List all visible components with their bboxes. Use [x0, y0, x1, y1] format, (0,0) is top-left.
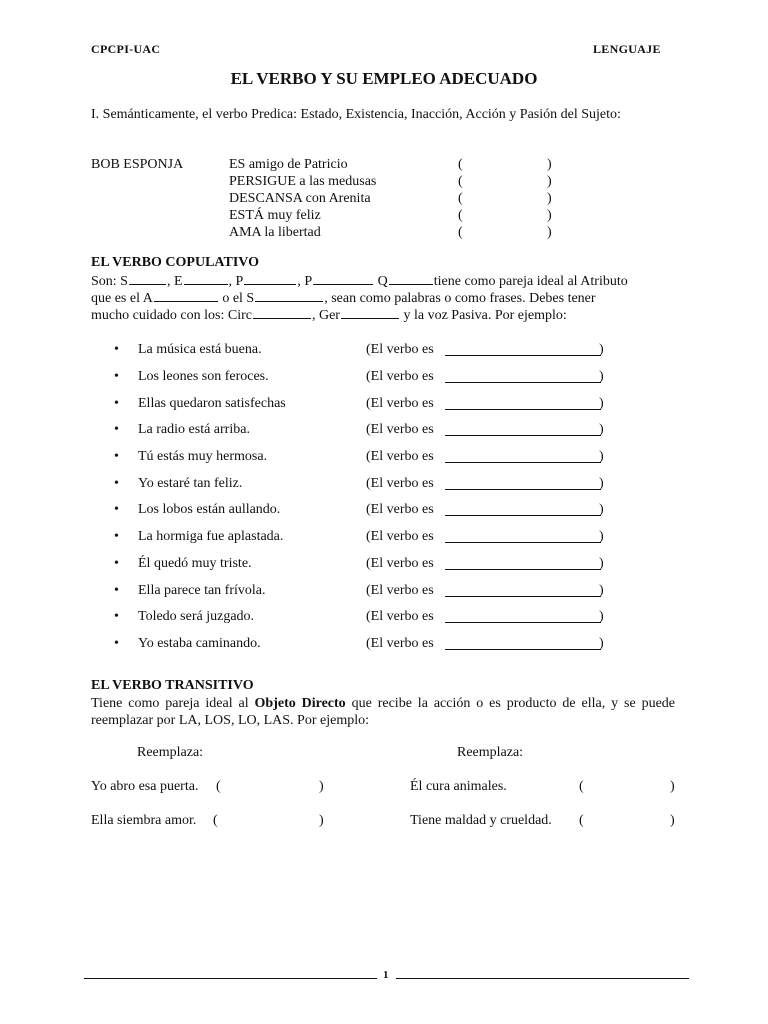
predicate-item: DESCANSA con Arenita: [229, 191, 371, 206]
bullet-icon: •: [114, 369, 119, 384]
reemplaza-label-left: Reemplaza:: [137, 745, 204, 760]
fill-blank[interactable]: [184, 272, 228, 285]
section1-intro: I. Semánticamente, el verbo Predica: Estado, Existencia, Inacción, Acción y Pasión del Sujeto:: [91, 107, 621, 122]
answer-open-paren: (: [458, 191, 463, 206]
subject-label: BOB ESPONJA: [91, 157, 184, 172]
answer-blank[interactable]: [445, 637, 601, 650]
answer-close-paren: ): [547, 191, 552, 206]
answer-open-paren: (: [579, 813, 584, 828]
header-subject: LENGUAJE: [593, 42, 661, 56]
fill-blank[interactable]: [154, 289, 218, 302]
answer-close-paren: ): [547, 157, 552, 172]
answer-open-paren: (: [458, 225, 463, 240]
predicate-item: PERSIGUE a las medusas: [229, 174, 377, 189]
bullet-icon: •: [114, 476, 119, 491]
transitivo-heading: EL VERBO TRANSITIVO: [91, 678, 254, 693]
copulativo-line-3: mucho cuidado con los: Circ , Ger y la voz Pasiva. Por ejemplo:: [91, 308, 567, 323]
answer-close-paren: ): [547, 225, 552, 240]
fill-blank[interactable]: [341, 306, 399, 319]
answer-blank[interactable]: [445, 450, 601, 463]
answer-blank[interactable]: [445, 423, 601, 436]
transitivo-paragraph: Tiene como pareja ideal al Objeto Directo que recibe la acción o es producto de ella, y se puede reemplazar por LA, LOS, LO, LAS. Por ejemplo:: [91, 696, 676, 728]
reemplaza-label-right: Reemplaza:: [457, 745, 524, 760]
answer-blank[interactable]: [445, 530, 601, 543]
answer-close-paren: ): [547, 208, 552, 223]
bullet-icon: •: [114, 529, 119, 544]
list-item: • Tú estás muy hermosa. (El verbo es ): [114, 449, 604, 464]
footer-rule-left: [84, 978, 377, 979]
transitivo-left-item: Yo abro esa puerta.: [91, 779, 199, 794]
answer-blank[interactable]: [445, 557, 601, 570]
answer-blank[interactable]: [445, 477, 601, 490]
answer-open-paren: (: [216, 779, 221, 794]
bullet-icon: •: [114, 342, 119, 357]
answer-close-paren: ): [670, 779, 675, 794]
copulativo-line-1: Son: S , E , P , P Q tiene como pareja ideal al Atributo: [91, 274, 628, 289]
fill-blank[interactable]: [313, 272, 373, 285]
list-item: • Los leones son feroces. (El verbo es ): [114, 369, 604, 384]
answer-close-paren: ): [670, 813, 675, 828]
list-item: • Toledo será juzgado. (El verbo es ): [114, 609, 604, 624]
fill-blank[interactable]: [244, 272, 296, 285]
answer-open-paren: (: [458, 157, 463, 172]
bullet-icon: •: [114, 449, 119, 464]
bullet-icon: •: [114, 583, 119, 598]
objeto-directo-term: Objeto Directo: [254, 696, 346, 711]
transitivo-left-item: Ella siembra amor.: [91, 813, 197, 828]
answer-close-paren: ): [319, 813, 324, 828]
answer-close-paren: ): [319, 779, 324, 794]
bullet-icon: •: [114, 556, 119, 571]
answer-blank[interactable]: [445, 503, 601, 516]
predicate-item: ES amigo de Patricio: [229, 157, 348, 172]
list-item: • Ellas quedaron satisfechas (El verbo es ): [114, 396, 604, 411]
list-item: • Yo estaré tan feliz. (El verbo es ): [114, 476, 604, 491]
fill-blank[interactable]: [389, 272, 433, 285]
list-item: • Él quedó muy triste. (El verbo es ): [114, 556, 604, 571]
answer-open-paren: (: [579, 779, 584, 794]
bullet-icon: •: [114, 396, 119, 411]
answer-blank[interactable]: [445, 610, 601, 623]
answer-open-paren: (: [213, 813, 218, 828]
answer-blank[interactable]: [445, 397, 601, 410]
bullet-icon: •: [114, 609, 119, 624]
fill-blank[interactable]: [129, 272, 166, 285]
list-item: • Yo estaba caminando. (El verbo es ): [114, 636, 604, 651]
answer-open-paren: (: [458, 208, 463, 223]
predicate-item: AMA la libertad: [229, 225, 321, 240]
list-item: • La hormiga fue aplastada. (El verbo es ): [114, 529, 604, 544]
fill-blank[interactable]: [253, 306, 311, 319]
transitivo-right-item: Tiene maldad y crueldad.: [410, 813, 552, 828]
answer-open-paren: (: [458, 174, 463, 189]
page-title: EL VERBO Y SU EMPLEO ADECUADO: [230, 69, 538, 88]
answer-blank[interactable]: [445, 584, 601, 597]
bullet-icon: •: [114, 422, 119, 437]
bullet-icon: •: [114, 636, 119, 651]
answer-blank[interactable]: [445, 370, 601, 383]
list-item: • Ella parece tan frívola. (El verbo es ): [114, 583, 604, 598]
predicate-item: ESTÁ muy feliz: [229, 208, 321, 223]
list-item: • La radio está arriba. (El verbo es ): [114, 422, 604, 437]
copulativo-heading: EL VERBO COPULATIVO: [91, 255, 260, 270]
bullet-icon: •: [114, 502, 119, 517]
list-item: • La música está buena. (El verbo es ): [114, 342, 604, 357]
answer-close-paren: ): [547, 174, 552, 189]
page-number: 1: [383, 969, 389, 981]
footer-rule-right: [396, 978, 689, 979]
answer-blank[interactable]: [445, 343, 601, 356]
list-item: • Los lobos están aullando. (El verbo es ): [114, 502, 604, 517]
fill-blank[interactable]: [255, 289, 323, 302]
transitivo-right-item: Él cura animales.: [410, 779, 507, 794]
header-course: CPCPI-UAC: [91, 42, 161, 56]
copulativo-line-2: que es el A o el S , sean como palabras o como frases. Debes tener: [91, 291, 596, 306]
